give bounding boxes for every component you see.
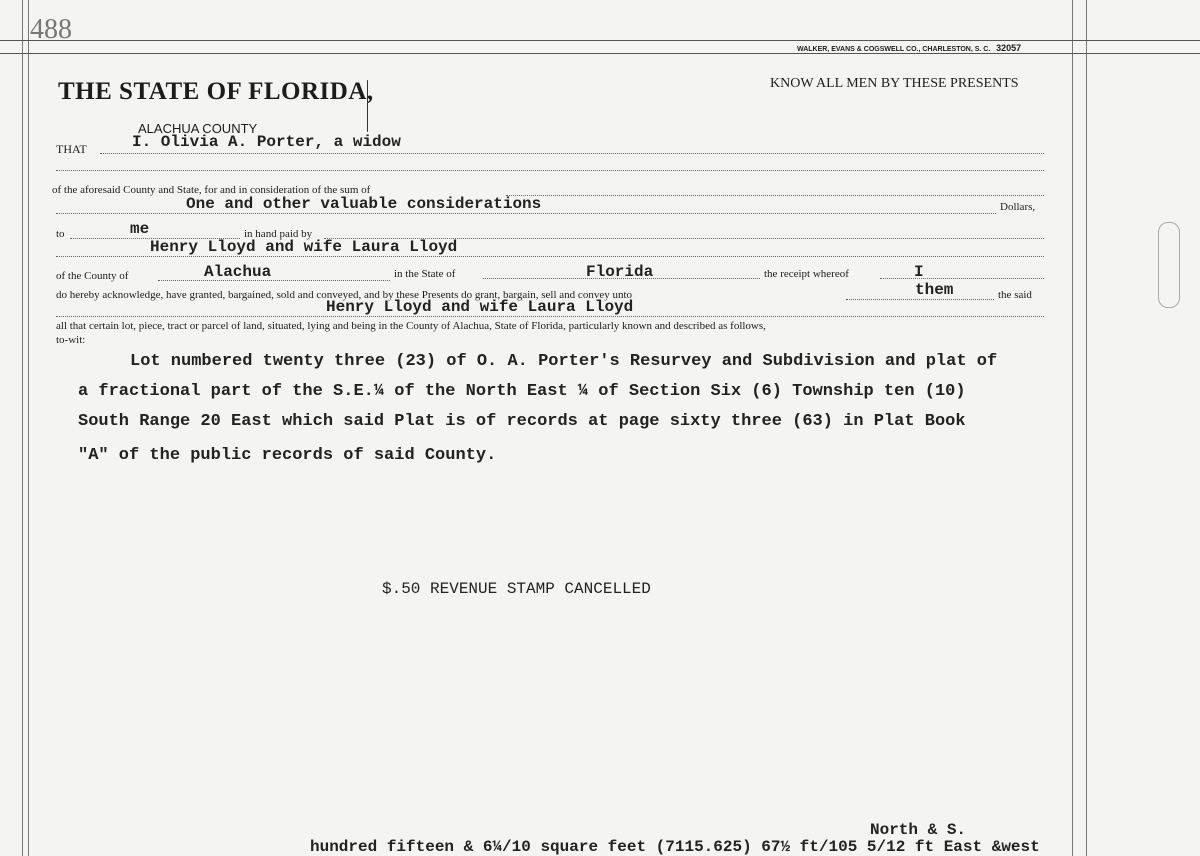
grantor-value: I. Olivia A. Porter, a widow xyxy=(132,133,401,151)
heading-brace xyxy=(367,80,368,132)
description-line-4: "A" of the public records of said County. xyxy=(78,446,497,465)
to-label: to xyxy=(56,228,65,240)
towit-label: to-wit: xyxy=(56,334,86,346)
frame-right-line xyxy=(1072,0,1073,856)
description-line-2: a fractional part of the S.E.¼ of the North East ¼ of Section Six (6) Township ten (10) xyxy=(78,382,966,401)
county-value: Alachua xyxy=(204,263,272,281)
paid-by-line xyxy=(56,256,1044,257)
dollars-label: Dollars, xyxy=(1000,201,1036,213)
said-label: the said xyxy=(998,289,1032,301)
frame-left-line-2 xyxy=(28,0,29,856)
north-south-note: North & S. xyxy=(870,821,967,839)
consideration-value: One and other valuable considerations xyxy=(186,195,542,213)
receipt-label: the receipt whereof xyxy=(764,268,849,280)
frame-right-line-2 xyxy=(1086,0,1087,856)
receipt-line xyxy=(880,278,1044,279)
that-label: THAT xyxy=(56,142,87,156)
revenue-stamp-note: $.50 REVENUE STAMP CANCELLED xyxy=(382,580,651,598)
printer-imprint xyxy=(797,43,1021,53)
county-line xyxy=(158,280,390,281)
form-number: 32057 xyxy=(996,43,1022,53)
binder-clip-icon xyxy=(1158,222,1180,308)
unto-line xyxy=(846,299,994,300)
blank-line xyxy=(56,170,1044,171)
aforesaid-line xyxy=(506,195,1044,196)
state-label: in the State of xyxy=(394,268,456,280)
printer-name: WALKER, EVANS & COGSWELL CO., CHARLESTON, S. C. xyxy=(797,46,991,53)
page-number: 488 xyxy=(30,14,72,45)
bottom-measurement-line: hundred fifteen & 6¼/10 square feet (7115.625) 67½ ft/105 5/12 ft East &west xyxy=(310,838,1040,856)
receipt-value: I xyxy=(914,263,924,281)
grantee-line xyxy=(56,316,1044,317)
hand-paid-label: in hand paid by xyxy=(244,228,313,240)
state-heading: THE STATE OF FLORIDA, xyxy=(58,78,374,105)
county-label: of the County of xyxy=(56,270,129,282)
know-all-men: KNOW ALL MEN BY THESE PRESENTS xyxy=(770,76,1019,91)
unto-value: them xyxy=(915,281,954,299)
top-rule xyxy=(0,40,1200,41)
county-written: ALACHUA COUNTY xyxy=(138,121,258,136)
acknowledge-text: do hereby acknowledge, have granted, bargained, sold and conveyed, and by these Presents do grant, bargain, sell and convey unto xyxy=(56,289,633,301)
grantor-line xyxy=(100,153,1044,154)
land-text: all that certain lot, piece, tract or parcel of land, situated, lying and being in the County of Alachua, State of Florida, particularly known and described as follows, xyxy=(56,320,766,332)
to-value: me xyxy=(130,220,150,238)
state-value: Florida xyxy=(586,263,654,281)
paid-by-value: Henry Lloyd and wife Laura Lloyd xyxy=(150,238,458,256)
description-line-1: Lot numbered twenty three (23) of O. A. Porter's Resurvey and Subdivision and plat of xyxy=(130,352,998,371)
consideration-line xyxy=(56,213,996,214)
aforesaid-text: of the aforesaid County and State, for and in consideration of the sum of xyxy=(52,184,371,196)
top-rule-2 xyxy=(0,53,1200,54)
frame-left-line xyxy=(22,0,23,856)
grantee-value: Henry Lloyd and wife Laura Lloyd xyxy=(326,298,634,316)
description-line-3: South Range 20 East which said Plat is of records at page sixty three (63) in Plat Book xyxy=(78,412,966,431)
